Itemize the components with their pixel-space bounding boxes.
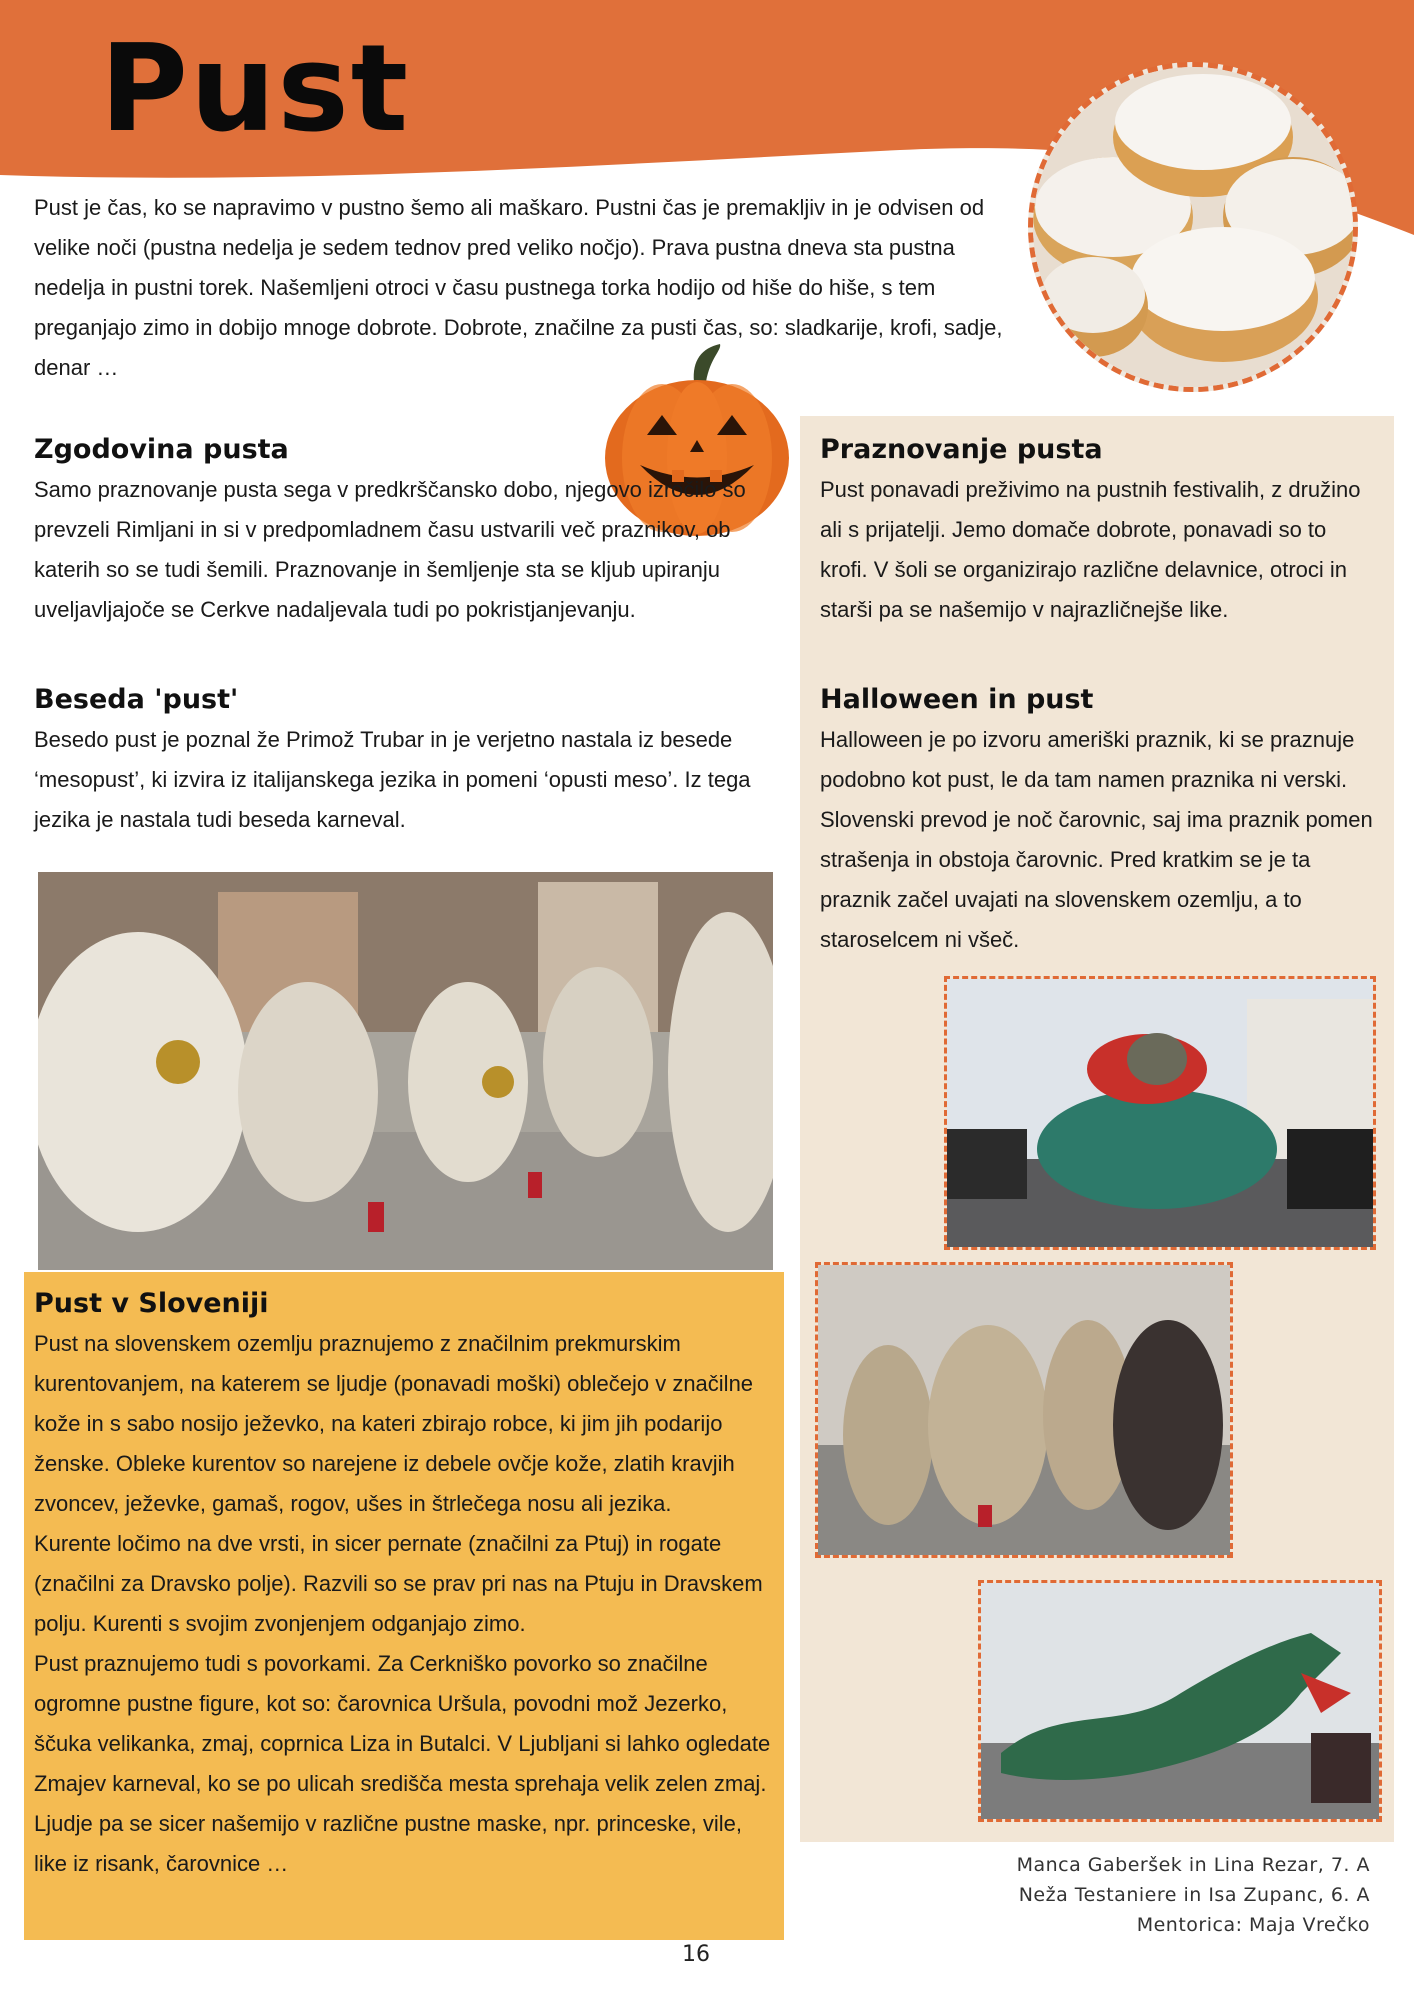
word-text: Besedo pust je poznal že Primož Trubar in je verjetno nastala iz besede ‘mesopust’, ki izvira iz italijanskega jezika in pomeni ‘opusti meso’. Iz tega jezika je nastala tudi beseda karneval.	[34, 727, 751, 832]
history-heading: Zgodovina pusta	[34, 434, 289, 465]
slovenia-section	[34, 1284, 779, 1884]
credits-line-2: Neža Testaniere in Isa Zupanc, 6. A	[1018, 1884, 1370, 1906]
slovenia-text-2: Kurente ločimo na dve vrsti, in sicer pernate (značilni za Ptuj) in rogate (značilni za Dravsko polje). Razvili so se prav pri nas na Ptuju in Dravskem polju. Kurenti s svojim zvonjenjem odganjajo zimo.	[34, 1531, 763, 1636]
donuts-photo	[1028, 62, 1358, 392]
credits-line-3: Mentorica: Maja Vrečko	[1136, 1914, 1370, 1936]
page-title: Pust	[100, 20, 411, 159]
kurenti-parade-photo	[815, 1262, 1233, 1558]
halloween-heading: Halloween in pust	[820, 684, 1094, 715]
credits	[1017, 1850, 1370, 1940]
celebration-heading: Praznovanje pusta	[820, 434, 1103, 465]
credits-line-1: Manca Gaberšek in Lina Rezar, 7. A	[1016, 1854, 1370, 1876]
slovenia-text-1: Pust na slovenskem ozemlju praznujemo z značilnim prekmurskim kurentovanjem, na katerem se ljudje (ponavadi moški) oblečejo v značilne kože in s sabo nosijo ježevko, na kateri zbirajo robce, ki jim jih podarijo ženske. Obleke kurentov so narejene iz debele ovčje kože, zlatih kravjih zvoncev, ježevke, gamaš, rogov, ušes in štrlečega nosu ali jezika.	[34, 1331, 754, 1516]
kurenti-photo	[38, 872, 773, 1270]
history-section	[34, 430, 794, 630]
slovenia-heading: Pust v Sloveniji	[34, 1288, 269, 1319]
slovenia-text-3: Pust praznujemo tudi s povorkami. Za Cerkniško povorko so značilne ogromne pustne figure, kot so: čarovnica Uršula, povodni mož Jezerko, ščuka velikanka, zmaj, coprnica Liza in Butalci. V Ljubljani si lahko ogledate Zmajev karneval, ko se po ulicah središča mesta sprehaja velik zelen zmaj.	[34, 1651, 771, 1796]
page-number: 16	[682, 1942, 710, 1967]
celebration-text: Pust ponavadi preživimo na pustnih festivalih, z družino ali s prijatelji. Jemo domače dobrote, ponavadi so to krofi. V šoli se organizirajo različne delavnice, otroci in starši pa se našemijo v najrazličnejše like.	[820, 477, 1361, 622]
intro-paragraph: Pust je čas, ko se napravimo v pustno šemo ali maškaro. Pustni čas je premakljiv in je odvisen od velike noči (pustna nedelja je sedem tednov pred veliko nočjo). Prava pustna dneva sta pustna nedelja in pustni torek. Našemljeni otroci v času pustnega torka hodijo od hiše do hiše, s tem preganjajo zimo in dobijo mnoge dobrote. Dobrote, značilne za pusti čas, so: sladkarije, krofi, sadje, denar …	[34, 195, 1003, 380]
witch-figure-photo	[944, 976, 1376, 1250]
slovenia-text-4: Ljudje pa se sicer našemijo v različne pustne maske, npr. princeske, vile, like iz risank, čarovnice …	[34, 1811, 743, 1876]
halloween-section	[820, 680, 1380, 960]
word-section	[34, 680, 764, 840]
halloween-text: Halloween je po izvoru ameriški praznik, ki se praznuje podobno kot pust, le da tam namen praznika ni verski. Slovenski prevod je noč čarovnic, saj ima praznik pomen strašenja in obstoja čarovnic. Pred kratkim se je ta praznik začel uvajati na slovenskem ozemlju, a to staroselcem ni všeč.	[820, 727, 1373, 952]
celebration-section	[820, 430, 1380, 630]
word-heading: Beseda 'pust'	[34, 684, 239, 715]
history-text: Samo praznovanje pusta sega v predkrščansko dobo, njegovo izročilo so prevzeli Rimljani in si v predpomladnem času ustvarili več praznikov, ob katerih so se tudi šemili. Praznovanje in šemljenje sta se kljub upiranju uveljavljajoče se Cerkve nadaljevala tudi po pokristjanjevanju.	[34, 477, 746, 622]
dragon-figure-photo	[978, 1580, 1382, 1822]
